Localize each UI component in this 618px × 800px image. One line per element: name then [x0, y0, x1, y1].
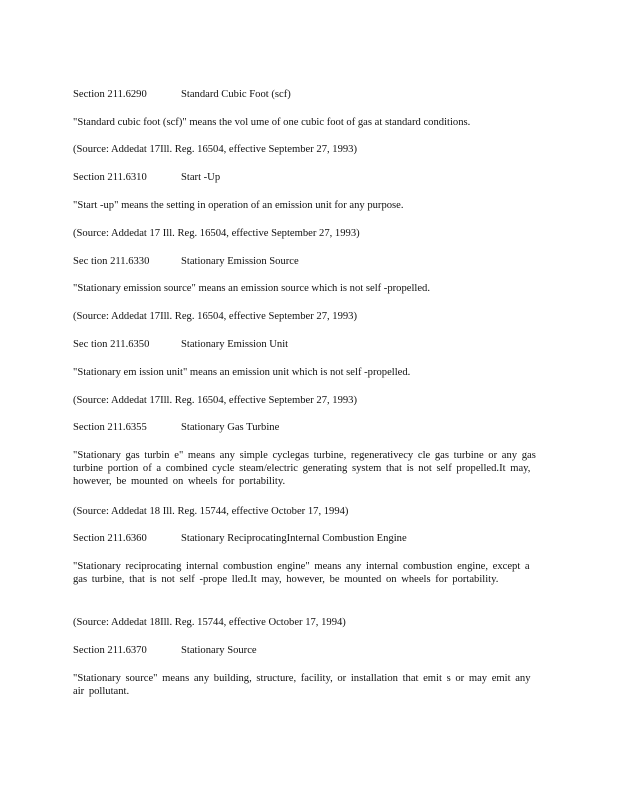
- section-title: Start -Up: [181, 172, 221, 183]
- section-title: Stationary Source: [181, 645, 257, 656]
- section-title: Standard Cubic Foot (scf): [181, 89, 291, 100]
- source-note: (Source: Addedat 17 Ill. Reg. 16504, effective September 27, 1993): [73, 228, 360, 239]
- section-heading: [73, 644, 257, 657]
- section-title: Stationary Gas Turbine: [181, 422, 280, 433]
- section-title: Stationary Emission Unit: [181, 339, 289, 350]
- section-heading: [73, 88, 291, 101]
- section-number: Section 211.6360: [73, 533, 147, 544]
- section-heading: [73, 255, 299, 268]
- source-note: (Source: Addedat 18Ill. Reg. 15744, effective October 17, 1994): [73, 617, 346, 628]
- definition-text: "Stationary gas turbin e" means any simple cyclegas turbine, regenerativecy cle gas turbine or any gas turbine portion of a combined cycle steam/electric generating system that is not self propelled.It may, however, be mounted on wheels for portability.: [73, 450, 536, 487]
- source-note: (Source: Addedat 17Ill. Reg. 16504, effective September 27, 1993): [73, 311, 357, 322]
- section-number: Sec tion 211.6330: [73, 256, 150, 267]
- definition-text: "Stationary em ission unit" means an emission unit which is not self -propelled.: [73, 367, 411, 378]
- section-number: Sec tion 211.6350: [73, 339, 150, 350]
- section-number: Section 211.6355: [73, 422, 147, 433]
- definition-text: "Standard cubic foot (scf)" means the vol ume of one cubic foot of gas at standard conditions.: [73, 117, 471, 128]
- section-heading: [73, 171, 220, 184]
- definition-text: "Stationary reciprocating internal combustion engine" means any internal combustion engine, except a gas turbine, that is not self -prope lled.It may, however, be mounted on wheels for portability.: [73, 561, 530, 585]
- section-heading: [73, 532, 407, 545]
- section-number: Section 211.6310: [73, 172, 147, 183]
- section-title: Stationary ReciprocatingInternal Combustion Engine: [181, 533, 407, 544]
- section-number: Section 211.6290: [73, 89, 147, 100]
- definition-text: "Start -up" means the setting in operation of an emission unit for any purpose.: [73, 200, 404, 211]
- source-note: (Source: Addedat 18 Ill. Reg. 15744, effective October 17, 1994): [73, 506, 349, 517]
- section-number: Section 211.6370: [73, 645, 147, 656]
- section-heading: [73, 338, 288, 351]
- section-title: Stationary Emission Source: [181, 256, 299, 267]
- section-heading: [73, 421, 279, 434]
- definition-text: "Stationary emission source" means an emission source which is not self -propelled.: [73, 283, 430, 294]
- definition-text: "Stationary source" means any building, structure, facility, or installation that emit s or may emit any air pollutant.: [73, 673, 531, 697]
- source-note: (Source: Addedat 17Ill. Reg. 16504, effective September 27, 1993): [73, 395, 357, 406]
- source-note: (Source: Addedat 17Ill. Reg. 16504, effective September 27, 1993): [73, 144, 357, 155]
